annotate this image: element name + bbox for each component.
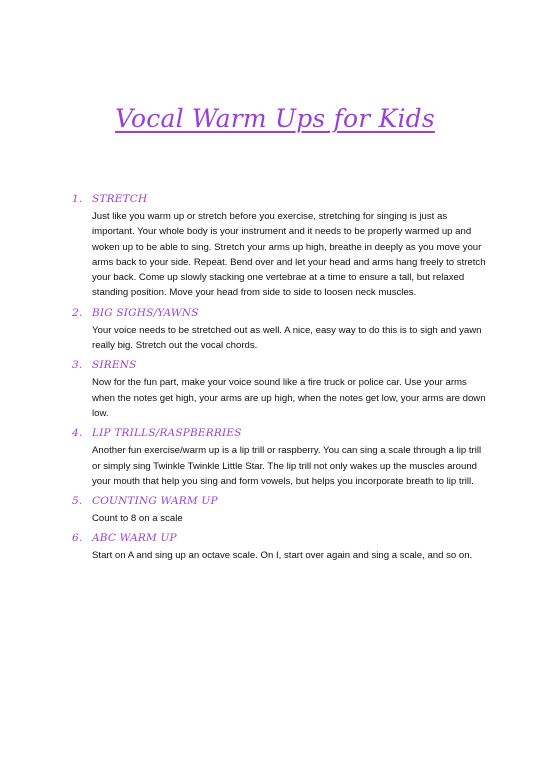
item-body: Start on A and sing up an octave scale. On I, start over again and sing a scale, and so on. (92, 550, 473, 562)
item-body: Another fun exercise/warm up is a lip trill or raspberry. You can sing a scale through a lip trill or simply sing Twinkle Twinkle Little Star. The lip trill not only wakes up the muscles around your mouth that help you sing and form vowels, but helps you incorporate breath to lip trill. (92, 445, 482, 487)
warm-up-list (72, 189, 492, 566)
item-heading: SIRENS (92, 359, 137, 372)
item-number: 2. (72, 306, 83, 319)
item-number: 4. (72, 427, 83, 440)
list-item-sirens (72, 355, 492, 421)
item-heading: LIP TRILLS/RASPBERRIES (92, 427, 242, 440)
item-heading-row (72, 423, 492, 443)
item-heading: COUNTING WARM UP (92, 495, 218, 508)
item-number: 1. (72, 193, 83, 205)
list-item-stretch (72, 189, 492, 301)
list-item-abc (72, 528, 492, 563)
item-body: Just like you warm up or stretch before you exercise, stretching for singing is just as important. Your whole body is your instrument and it needs to be properly warmed up and woken up to be able to sing. Stretch your arms up high, breathe in deeply as you move your arms back to your side. Repeat. Bend over and let your head and arms hang freely to stretch your back. Come up slowly stacking one vertebrae at a time to ensure a tall, but relaxed standing position. Move your head from side to side to loosen neck muscles. (92, 211, 486, 299)
list-item-counting (72, 491, 492, 526)
list-item-lip-trills (72, 423, 492, 489)
item-heading-row (72, 491, 492, 511)
list-item-sighs-yawns (72, 303, 492, 354)
item-heading-row (72, 303, 492, 323)
item-heading: STRETCH (92, 193, 148, 205)
item-body: Your voice needs to be stretched out as well. A nice, easy way to do this is to sigh and yawn really big. Stretch out the vocal chords. (92, 324, 482, 352)
item-heading: BIG SIGHS/YAWNS (92, 306, 199, 319)
item-heading-row (72, 189, 492, 209)
document-title: Vocal Warm Ups for Kids (115, 104, 435, 133)
item-heading-row (72, 355, 492, 375)
item-number: 3. (72, 359, 83, 372)
item-number: 6. (72, 532, 83, 545)
item-body: Now for the fun part, make your voice sound like a fire truck or police car. Use your arms when the notes get high, your arms are up high, when the notes get low, your arms are down low. (92, 377, 486, 419)
item-body: Count to 8 on a scale (92, 513, 183, 525)
item-number: 5. (72, 495, 83, 508)
item-heading: ABC WARM UP (92, 532, 177, 545)
item-heading-row (72, 528, 492, 548)
